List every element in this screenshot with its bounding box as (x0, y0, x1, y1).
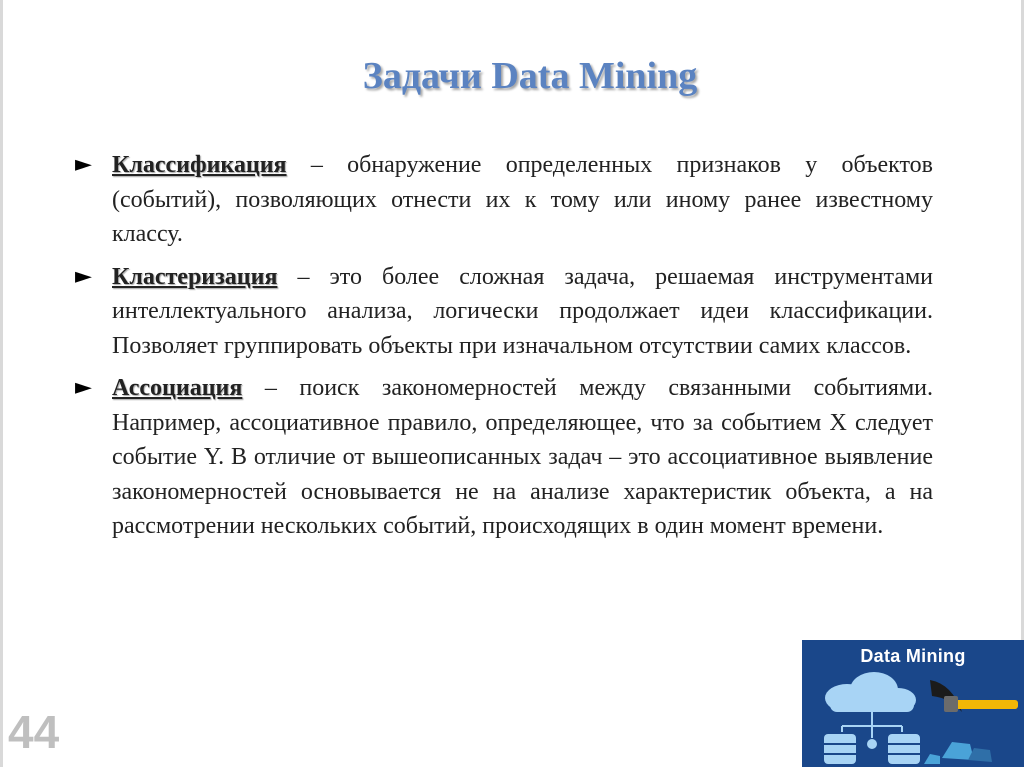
list-item-classification (75, 148, 933, 252)
triangle-bullet-icon: ► (75, 152, 92, 177)
term-classification: Классификация (112, 152, 287, 178)
triangle-bullet-icon: ► (75, 263, 92, 289)
list-item-text (112, 371, 933, 544)
definition-association: – поиск закономерностей между связанными событиями. Например, ассоциативное правило, определяющее, что за событием X следует событие Y. В отличие от вышеописанных задач – это ассоциативное выявление закономерностей основывается не на анализе характеристик объекта, а на рассмотрении нескольких событий, происходящих в один момент времени. (112, 375, 933, 539)
slide-title: Задачи Data Mining (362, 55, 698, 97)
slide-frame-left (0, 0, 3, 767)
cloud-icon (825, 672, 916, 712)
data-mining-illustration (802, 640, 1024, 767)
illustration-caption: Data Mining (860, 646, 966, 666)
ore-rocks-icon (924, 742, 992, 764)
triangle-bullet-icon: ► (75, 375, 92, 400)
list-item-association (75, 371, 933, 544)
term-association: Ассоциация (112, 375, 243, 401)
definition-clustering: – это более сложная задача, решаемая инструментами интеллектуального анализа, логически продолжает идеи классификации. Позволяет группировать объекты при изначальном отсутствии самих классов. (112, 263, 933, 359)
pickaxe-icon (930, 680, 1018, 712)
term-clustering: Кластеризация (112, 263, 278, 290)
list-item-clustering (75, 260, 933, 364)
page-number: 44 (8, 706, 60, 758)
bullet-list (75, 148, 933, 552)
list-item-text (112, 260, 933, 364)
definition-classification: – обнаружение определенных признаков у объектов (событий), позволяющих отнести их к тому или иному ранее известному классу. (112, 152, 933, 247)
list-item-text (112, 148, 933, 252)
